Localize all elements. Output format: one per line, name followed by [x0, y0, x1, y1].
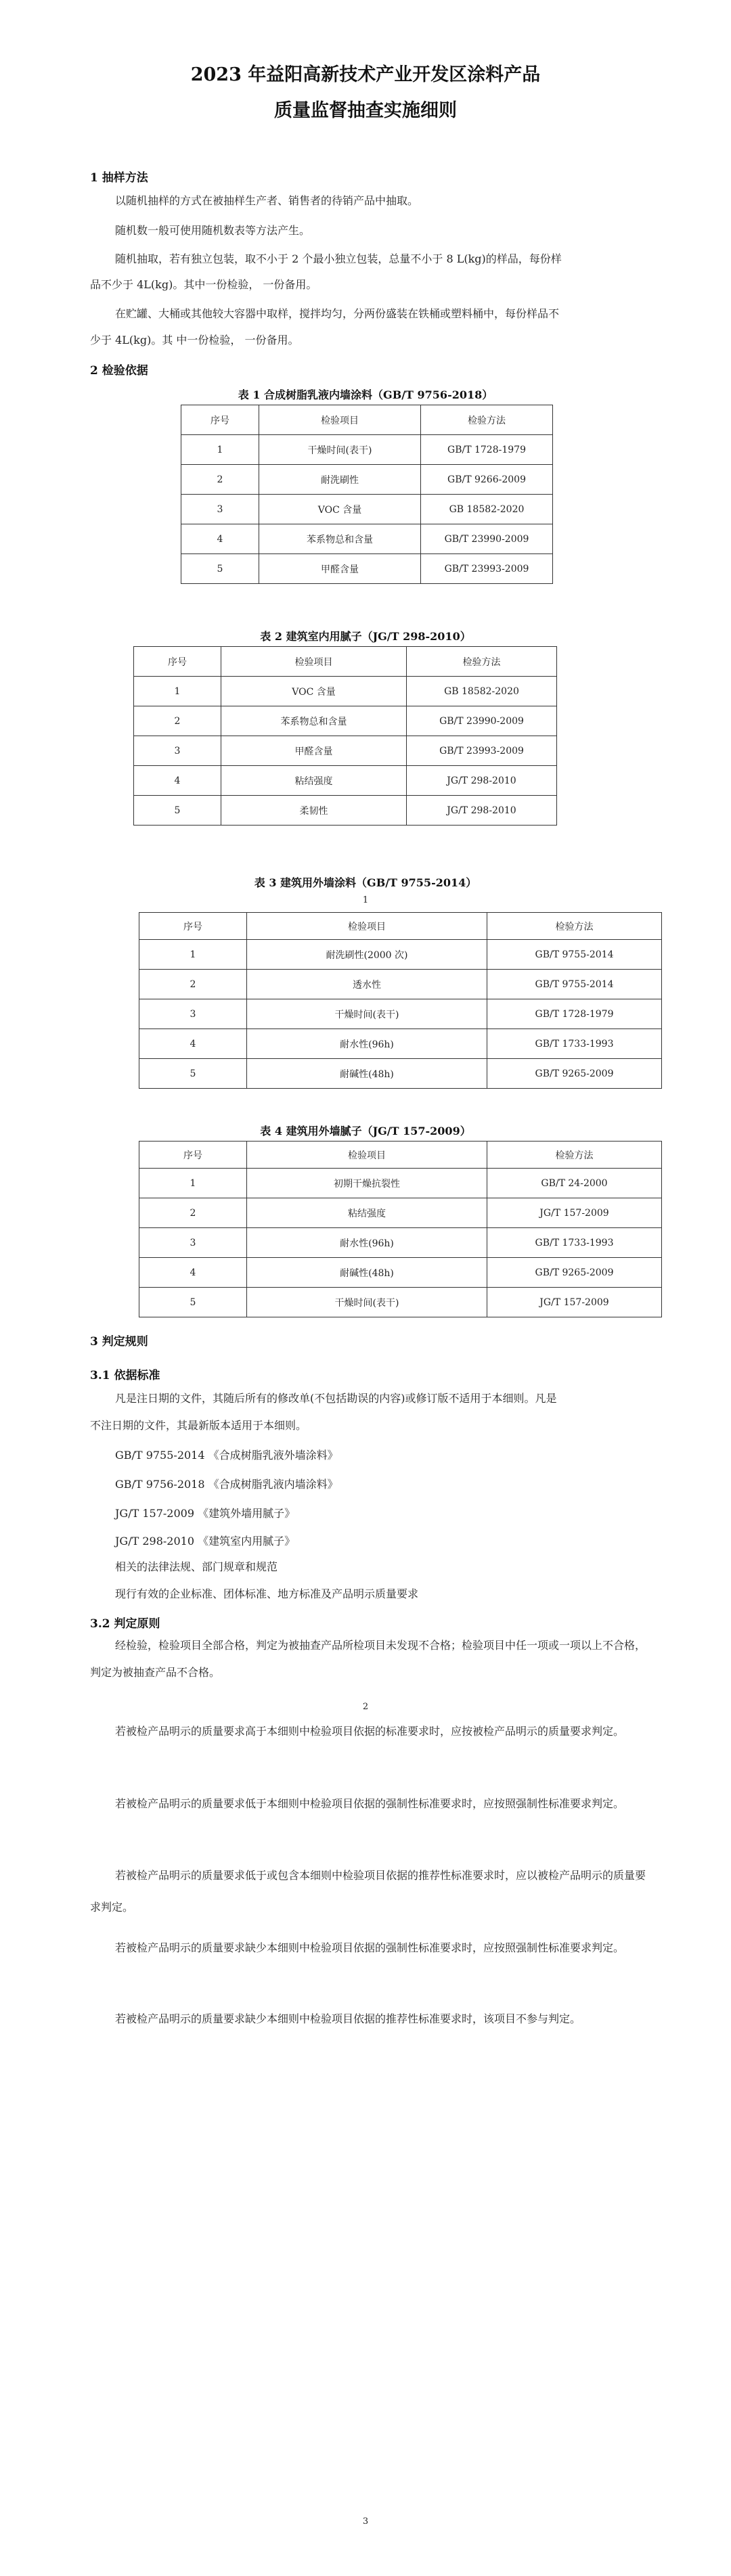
cell-item: 初期干燥抗裂性 [247, 1169, 487, 1198]
paragraph: 随机数一般可使用随机数表等方法产生。 [115, 224, 311, 237]
paragraph: 经检验，检验项目全部合格，判定为被抽查产品所检项目未发现不合格；检验项目中任一项或一项以上不合格，判定为被抽查产品不合格。 [90, 1639, 646, 1679]
header-method: 检验方法 [407, 647, 557, 677]
standard-item: 相关的法律法规、部门规章和规范 [115, 1560, 278, 1573]
table-4 [139, 1141, 662, 1317]
page-number: 2 [362, 1702, 369, 1712]
table-header-row [134, 647, 557, 677]
rule-paragraph: 若被检产品明示的质量要求缺少本细则中检验项目依据的推荐性标准要求时，该项目不参与判定。 [115, 2012, 581, 2025]
cell-method: GB/T 9755-2014 [487, 970, 662, 999]
cell-no: 4 [139, 1029, 247, 1059]
cell-no: 5 [139, 1059, 247, 1089]
cell-no: 1 [181, 435, 259, 465]
cell-method: GB/T 9265-2009 [487, 1258, 662, 1288]
table-row [134, 736, 557, 766]
table-3-caption: 表 3 建筑用外墙涂料（GB/T 9755-2014） [254, 876, 477, 889]
header-no: 序号 [139, 913, 247, 940]
table-row [139, 1059, 662, 1089]
cell-item: 甲醛含量 [221, 736, 407, 766]
cell-item: 耐碱性(48h) [247, 1059, 487, 1089]
section-2-heading: 2 检验依据 [90, 364, 148, 378]
cell-no: 2 [134, 706, 221, 736]
cell-item: 耐洗刷性(2000 次) [247, 940, 487, 970]
table-row [139, 1258, 662, 1288]
cell-item: 透水性 [247, 970, 487, 999]
cell-method: GB/T 24-2000 [487, 1169, 662, 1198]
rule-paragraph: 若被检产品明示的质量要求低于或包含本细则中检验项目依据的推荐性标准要求时，应以被检产品明示的质量要求判定。 [90, 1869, 646, 1914]
page-number: 1 [362, 895, 369, 905]
cell-method: GB 18582-2020 [407, 677, 557, 706]
cell-method: GB/T 23993-2009 [421, 554, 553, 584]
paragraph: 在贮罐、大桶或其他较大容器中取样，搅拌均匀，分两份盛装在铁桶或塑料桶中，每份样品不 [115, 307, 560, 320]
rule-paragraph: 若被检产品明示的质量要求缺少本细则中检验项目依据的强制性标准要求时，应按照强制性标准要求判定。 [115, 1941, 625, 1954]
cell-item: 柔韧性 [221, 796, 407, 826]
cell-no: 5 [134, 796, 221, 826]
cell-method: GB/T 9755-2014 [487, 940, 662, 970]
cell-item: 粘结强度 [247, 1198, 487, 1228]
cell-item: 粘结强度 [221, 766, 407, 796]
cell-method: GB/T 1728-1979 [421, 435, 553, 465]
cell-method: GB/T 1733-1993 [487, 1029, 662, 1059]
cell-method: GB 18582-2020 [421, 495, 553, 524]
subsection-3-2-heading: 3.2 判定原则 [90, 1617, 160, 1631]
table-row [134, 677, 557, 706]
header-item: 检验项目 [259, 405, 421, 435]
standard-item: 现行有效的企业标准、团体标准、地方标准及产品明示质量要求 [115, 1587, 419, 1600]
table-row [139, 1228, 662, 1258]
rule-paragraph: 若被检产品明示的质量要求低于本细则中检验项目依据的强制性标准要求时，应按照强制性标准要求判定。 [115, 1797, 625, 1810]
cell-method: GB/T 23990-2009 [421, 524, 553, 554]
cell-method: JG/T 157-2009 [487, 1288, 662, 1317]
page-number: 3 [362, 2516, 369, 2527]
table-1-caption: 表 1 合成树脂乳液内墙涂料（GB/T 9756-2018） [238, 388, 493, 401]
cell-item: 苯系物总和含量 [259, 524, 421, 554]
cell-method: GB/T 9266-2009 [421, 465, 553, 495]
cell-no: 3 [181, 495, 259, 524]
subsection-3-1-heading: 3.1 依据标准 [90, 1369, 160, 1382]
table-row [181, 465, 553, 495]
cell-method: JG/T 298-2010 [407, 766, 557, 796]
cell-method: GB/T 23993-2009 [407, 736, 557, 766]
cell-item: 苯系物总和含量 [221, 706, 407, 736]
cell-item: 耐水性(96h) [247, 1228, 487, 1258]
section-1-heading: 1 抽样方法 [90, 171, 148, 185]
header-item: 检验项目 [247, 913, 487, 940]
table-row [139, 1029, 662, 1059]
cell-method: GB/T 1728-1979 [487, 999, 662, 1029]
cell-item: 耐碱性(48h) [247, 1258, 487, 1288]
header-no: 序号 [139, 1142, 247, 1169]
document-subtitle: 质量监督抽查实施细则 [274, 100, 457, 121]
table-row [139, 999, 662, 1029]
table-row [139, 970, 662, 999]
table-row [139, 1288, 662, 1317]
cell-no: 5 [181, 554, 259, 584]
header-item: 检验项目 [221, 647, 407, 677]
cell-method: JG/T 157-2009 [487, 1198, 662, 1228]
header-method: 检验方法 [487, 913, 662, 940]
cell-item: VOC 含量 [221, 677, 407, 706]
paragraph: 凡是注日期的文件，其随后所有的修改单(不包括勘误的内容)或修订版不适用于本细则。凡是 [115, 1392, 557, 1405]
cell-no: 1 [139, 1169, 247, 1198]
table-row [181, 524, 553, 554]
cell-method: GB/T 1733-1993 [487, 1228, 662, 1258]
table-row [134, 706, 557, 736]
cell-item: 干燥时间(表干) [259, 435, 421, 465]
cell-no: 3 [134, 736, 221, 766]
cell-no: 1 [134, 677, 221, 706]
table-2 [133, 646, 557, 826]
header-no: 序号 [181, 405, 259, 435]
cell-no: 5 [139, 1288, 247, 1317]
paragraph: 随机抽取，若有独立包装，取不小于 2 个最小独立包装，总量不小于 8 L(kg)的样品，每份样 [115, 252, 562, 265]
paragraph: 以随机抽样的方式在被抽样生产者、销售者的待销产品中抽取。 [115, 194, 419, 207]
cell-no: 4 [181, 524, 259, 554]
header-no: 序号 [134, 647, 221, 677]
standard-item: JG/T 298-2010 《建筑室内用腻子》 [115, 1535, 296, 1547]
table-row [181, 435, 553, 465]
header-method: 检验方法 [421, 405, 553, 435]
paragraph: 品不少于 4L(kg)。其中一份检验， 一份备用。 [90, 278, 317, 291]
table-row [134, 796, 557, 826]
cell-item: 甲醛含量 [259, 554, 421, 584]
standard-item: GB/T 9756-2018 《合成树脂乳液内墙涂料》 [115, 1478, 338, 1491]
cell-no: 2 [139, 1198, 247, 1228]
header-method: 检验方法 [487, 1142, 662, 1169]
cell-item: 耐水性(96h) [247, 1029, 487, 1059]
cell-method: GB/T 9265-2009 [487, 1059, 662, 1089]
cell-no: 2 [139, 970, 247, 999]
cell-no: 4 [134, 766, 221, 796]
cell-no: 3 [139, 1228, 247, 1258]
table-1 [181, 405, 553, 584]
table-row [139, 1169, 662, 1198]
table-4-caption: 表 4 建筑用外墙腻子（JG/T 157-2009） [260, 1125, 471, 1137]
section-3-heading: 3 判定规则 [90, 1335, 148, 1349]
cell-item: 干燥时间(表干) [247, 1288, 487, 1317]
cell-item: VOC 含量 [259, 495, 421, 524]
standard-item: GB/T 9755-2014 《合成树脂乳液外墙涂料》 [115, 1449, 338, 1462]
table-header-row [181, 405, 553, 435]
cell-method: JG/T 298-2010 [407, 796, 557, 826]
cell-no: 3 [139, 999, 247, 1029]
table-header-row [139, 1142, 662, 1169]
table-row [181, 554, 553, 584]
table-row [181, 495, 553, 524]
cell-no: 4 [139, 1258, 247, 1288]
table-row [134, 766, 557, 796]
paragraph: 少于 4L(kg)。其 中一份检验， 一份备用。 [90, 334, 299, 346]
cell-method: GB/T 23990-2009 [407, 706, 557, 736]
table-row [139, 940, 662, 970]
table-3 [139, 912, 662, 1089]
rule-paragraph: 若被检产品明示的质量要求高于本细则中检验项目依据的标准要求时，应按被检产品明示的质量要求判定。 [115, 1725, 625, 1738]
standard-item: JG/T 157-2009 《建筑外墙用腻子》 [115, 1507, 296, 1520]
table-2-caption: 表 2 建筑室内用腻子（JG/T 298-2010） [260, 630, 471, 643]
cell-no: 2 [181, 465, 259, 495]
header-item: 检验项目 [247, 1142, 487, 1169]
paragraph: 不注日期的文件，其最新版本适用于本细则。 [90, 1419, 307, 1432]
table-row [139, 1198, 662, 1228]
cell-item: 耐洗刷性 [259, 465, 421, 495]
table-header-row [139, 913, 662, 940]
cell-no: 1 [139, 940, 247, 970]
document-title: 2023 年益阳高新技术产业开发区涂料产品 [190, 64, 541, 85]
cell-item: 干燥时间(表干) [247, 999, 487, 1029]
